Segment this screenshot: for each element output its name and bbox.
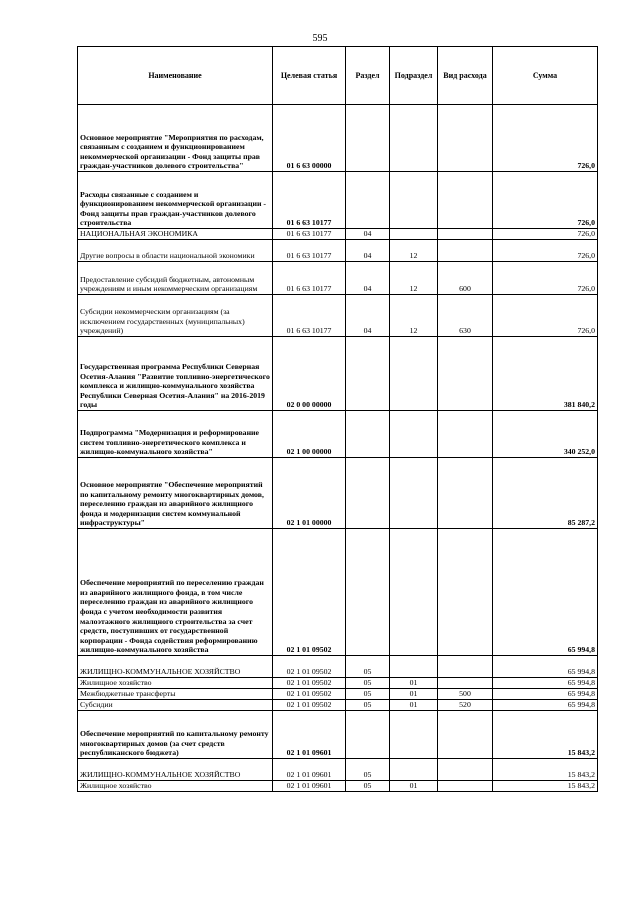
cell-amount: 381 840,2 — [493, 337, 598, 411]
cell-name: Обеспечение мероприятий по переселению граждан из аварийного жилищного фонда, в том числе переселению граждан из аварийного жилищного фонда с учетом необходимости развития малоэтажного жилищного строительства за счет средств, поступивших от государственной корпорации - Фонда содействия реформированию жилищно-коммунального хозяйства — [78, 529, 273, 656]
cell-amount: 65 994,8 — [493, 689, 598, 700]
cell-section — [346, 172, 390, 229]
cell-code: 02 1 01 09601 — [273, 759, 346, 781]
table-row — [78, 458, 598, 529]
cell-kind: 500 — [438, 689, 493, 700]
header-name: Наименование — [78, 47, 273, 105]
cell-section — [346, 105, 390, 172]
cell-code: 01 6 63 10177 — [273, 172, 346, 229]
cell-section: 04 — [346, 295, 390, 337]
cell-section — [346, 529, 390, 656]
table-row — [78, 295, 598, 337]
cell-name: Предоставление субсидий бюджетным, автономным учреждениям и иным некоммерческим организациям — [78, 262, 273, 295]
cell-subsection: 01 — [390, 700, 438, 711]
cell-section: 04 — [346, 229, 390, 240]
cell-kind — [438, 781, 493, 792]
cell-code: 01 6 63 10177 — [273, 240, 346, 262]
cell-code: 02 1 01 09502 — [273, 700, 346, 711]
cell-kind: 520 — [438, 700, 493, 711]
cell-section — [346, 411, 390, 458]
table-row — [78, 529, 598, 656]
cell-code: 02 1 01 09601 — [273, 711, 346, 759]
cell-amount: 65 994,8 — [493, 656, 598, 678]
cell-name: Межбюджетные трансферты — [78, 689, 273, 700]
cell-name: Подпрограмма "Модернизация и реформирование систем топливно-энергетического комплекса и жилищно-коммунального хозяйства" — [78, 411, 273, 458]
cell-code: 01 6 63 00000 — [273, 105, 346, 172]
cell-amount: 65 994,8 — [493, 700, 598, 711]
budget-table — [77, 46, 598, 792]
cell-name: Государственная программа Республики Северная Осетия-Алания "Развитие топливно-энергетического комплекса и жилищно-коммунального хозяйства Республики Северная Осетия-Алания" на 2016-2019 годы — [78, 337, 273, 411]
cell-subsection — [390, 337, 438, 411]
table-row — [78, 105, 598, 172]
cell-kind: 600 — [438, 262, 493, 295]
table-row — [78, 759, 598, 781]
cell-amount: 726,0 — [493, 295, 598, 337]
cell-subsection: 12 — [390, 262, 438, 295]
cell-name: Обеспечение мероприятий по капитальному ремонту многоквартирных домов (за счет средств республиканского бюджета) — [78, 711, 273, 759]
table-row — [78, 229, 598, 240]
table-row — [78, 172, 598, 229]
cell-subsection: 01 — [390, 678, 438, 689]
cell-subsection — [390, 105, 438, 172]
header-kind: Вид расхода — [438, 47, 493, 105]
cell-code: 02 1 01 09502 — [273, 678, 346, 689]
cell-subsection — [390, 711, 438, 759]
cell-amount: 726,0 — [493, 229, 598, 240]
cell-subsection — [390, 759, 438, 781]
cell-subsection — [390, 656, 438, 678]
cell-kind: 630 — [438, 295, 493, 337]
cell-amount: 65 994,8 — [493, 529, 598, 656]
cell-section: 05 — [346, 656, 390, 678]
cell-kind — [438, 656, 493, 678]
cell-amount: 726,0 — [493, 172, 598, 229]
table-header-row — [78, 47, 598, 105]
cell-name: ЖИЛИЩНО-КОММУНАЛЬНОЕ ХОЗЯЙСТВО — [78, 759, 273, 781]
cell-code: 02 0 00 00000 — [273, 337, 346, 411]
cell-code: 02 1 01 00000 — [273, 458, 346, 529]
cell-name: ЖИЛИЩНО-КОММУНАЛЬНОЕ ХОЗЯЙСТВО — [78, 656, 273, 678]
cell-section — [346, 458, 390, 529]
cell-subsection — [390, 529, 438, 656]
header-code: Целевая статья — [273, 47, 346, 105]
cell-amount: 15 843,2 — [493, 781, 598, 792]
cell-name: Субсидии — [78, 700, 273, 711]
cell-code: 02 1 01 09502 — [273, 656, 346, 678]
cell-kind — [438, 711, 493, 759]
cell-section: 05 — [346, 759, 390, 781]
cell-code: 01 6 63 10177 — [273, 262, 346, 295]
cell-subsection — [390, 229, 438, 240]
cell-section: 04 — [346, 262, 390, 295]
header-section: Раздел — [346, 47, 390, 105]
table-row — [78, 337, 598, 411]
cell-section — [346, 337, 390, 411]
cell-amount: 340 252,0 — [493, 411, 598, 458]
cell-section — [346, 711, 390, 759]
cell-subsection: 12 — [390, 240, 438, 262]
cell-subsection — [390, 172, 438, 229]
cell-amount: 15 843,2 — [493, 711, 598, 759]
table-row — [78, 781, 598, 792]
cell-subsection — [390, 411, 438, 458]
cell-subsection: 01 — [390, 781, 438, 792]
cell-kind — [438, 337, 493, 411]
cell-code: 02 1 01 09502 — [273, 689, 346, 700]
table-row — [78, 700, 598, 711]
cell-name: Жилищное хозяйство — [78, 781, 273, 792]
cell-amount: 726,0 — [493, 105, 598, 172]
table-row — [78, 711, 598, 759]
cell-kind — [438, 411, 493, 458]
cell-amount: 85 287,2 — [493, 458, 598, 529]
cell-name: Субсидии некоммерческим организациям (за исключением государственных (муниципальных) учреждений) — [78, 295, 273, 337]
cell-section: 04 — [346, 240, 390, 262]
cell-code: 01 6 63 10177 — [273, 229, 346, 240]
table-row — [78, 656, 598, 678]
cell-name: Другие вопросы в области национальной экономики — [78, 240, 273, 262]
cell-kind — [438, 759, 493, 781]
cell-name: НАЦИОНАЛЬНАЯ ЭКОНОМИКА — [78, 229, 273, 240]
table-row — [78, 678, 598, 689]
cell-amount: 726,0 — [493, 240, 598, 262]
cell-name: Основное мероприятие "Мероприятия по расходам, связанным с созданием и функционированием некоммерческой организации - Фонд защиты прав граждан-участников долевого строительства" — [78, 105, 273, 172]
cell-kind — [438, 105, 493, 172]
cell-subsection: 12 — [390, 295, 438, 337]
cell-name: Основное мероприятие "Обеспечение мероприятий по капитальному ремонту многоквартирных домов, переселению граждан из аварийного жилищного фонда и модернизации систем коммунальной инфраструктуры" — [78, 458, 273, 529]
cell-name: Расходы связанные с созданием и функционированием некоммерческой организации - Фонд защиты прав граждан-участников долевого строительства — [78, 172, 273, 229]
cell-section: 05 — [346, 781, 390, 792]
cell-kind — [438, 529, 493, 656]
cell-subsection — [390, 458, 438, 529]
cell-kind — [438, 172, 493, 229]
cell-kind — [438, 678, 493, 689]
cell-code: 02 1 01 09601 — [273, 781, 346, 792]
cell-kind — [438, 229, 493, 240]
cell-amount: 15 843,2 — [493, 759, 598, 781]
table-row — [78, 689, 598, 700]
header-amount: Сумма — [493, 47, 598, 105]
cell-code: 02 1 00 00000 — [273, 411, 346, 458]
cell-subsection: 01 — [390, 689, 438, 700]
table-row — [78, 262, 598, 295]
cell-amount: 65 994,8 — [493, 678, 598, 689]
header-subsection: Подраздел — [390, 47, 438, 105]
cell-code: 01 6 63 10177 — [273, 295, 346, 337]
cell-code: 02 1 01 09502 — [273, 529, 346, 656]
page-number: 595 — [312, 33, 328, 44]
cell-name: Жилищное хозяйство — [78, 678, 273, 689]
table-row — [78, 240, 598, 262]
cell-kind — [438, 240, 493, 262]
cell-section: 05 — [346, 689, 390, 700]
cell-section: 05 — [346, 700, 390, 711]
cell-kind — [438, 458, 493, 529]
cell-amount: 726,0 — [493, 262, 598, 295]
cell-section: 05 — [346, 678, 390, 689]
table-row — [78, 411, 598, 458]
